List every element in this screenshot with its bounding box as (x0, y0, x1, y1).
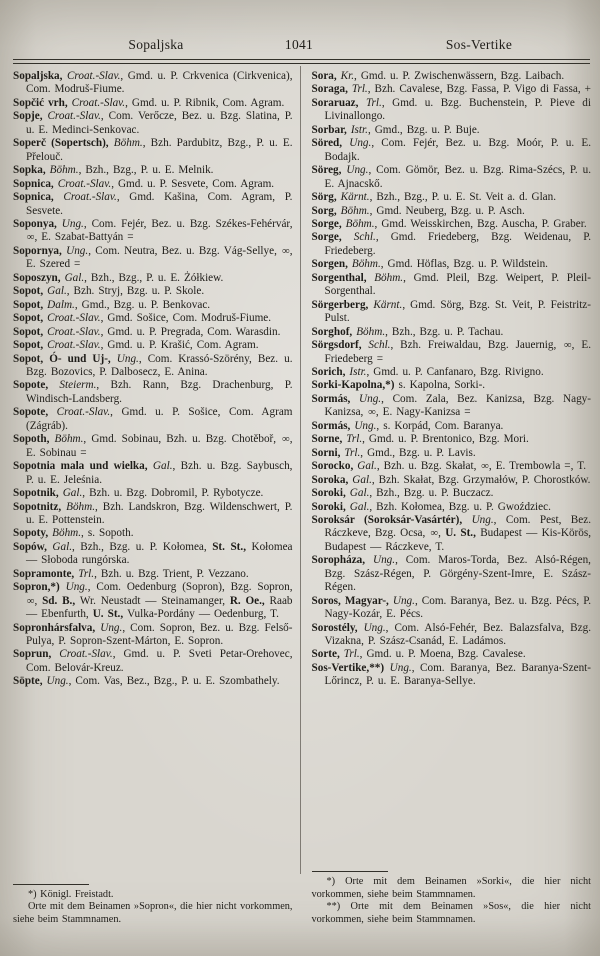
entry-text: , Gmd. u. P. Moena, Bzg. Cavalese. (359, 648, 526, 661)
entry-headword: Sopčić vrh, (13, 96, 72, 109)
entry-headword: Soroki, (311, 487, 350, 500)
entry-region: Ung. (116, 352, 139, 365)
entry-text: , Gmd. Neuberg, Bzg. u. P. Asch. (369, 204, 525, 217)
entry-region: Croat.-Slav. (47, 339, 101, 352)
entry-region: Gal. (357, 460, 377, 473)
gazetteer-entry (13, 622, 293, 649)
gazetteer-entry (312, 393, 592, 420)
entry-headword: Sopot, Ó- und Uj-, (13, 352, 117, 365)
entry-headword: Sorich, (311, 365, 350, 378)
gazetteer-entry (13, 339, 293, 352)
running-head (0, 37, 600, 55)
entry-headword: U. St., (445, 527, 481, 540)
entry-text: , Gmd. Pleil, Bzg. Weipert, P. Pleil-Sorgenthal. (324, 271, 591, 298)
entry-headword: Soropháza, (311, 554, 373, 567)
gazetteer-entry (312, 447, 592, 460)
entry-text: , Com. Gömör, Bez. u. Bzg. Rima-Szécs, P. u. E. Ajnacskő. (324, 164, 591, 190)
entry-headword: Sopot, (13, 312, 48, 325)
entry-text: , Gmd. u. P. Zwischenwässern, Bzg. Laibach. (354, 70, 565, 82)
gazetteer-entry (312, 272, 592, 299)
entry-headword: Sormás, (311, 419, 355, 432)
entry-region: Gal. (64, 271, 85, 284)
entry-region: Gal. (152, 460, 173, 473)
entry-text: , Bzh. u. Bzg. Trient, P. Vezzano. (94, 567, 249, 580)
gazetteer-entry (312, 124, 592, 137)
gazetteer-entry (312, 648, 592, 661)
gazetteer-entry (13, 245, 293, 272)
entry-text: , Gmd. Friedeberg, Bzg. Weidenau, P. Friedeberg. (324, 231, 591, 257)
entry-region: Trl. (351, 83, 368, 96)
gazetteer-entry (312, 514, 592, 554)
entry-headword: Sorki-Kapolna,*) (311, 379, 399, 392)
entry-text: , Gmd. u. P. Canfanaro, Bzg. Rivigno. (366, 365, 544, 378)
entry-headword: Sopotnik, (13, 487, 63, 500)
column-left-entries (13, 70, 293, 689)
entry-headword: Soros, Magyar-, (311, 594, 393, 607)
gazetteer-entry (312, 595, 592, 622)
entry-region: Böhm. (340, 204, 370, 217)
entry-text: , Gmd. Sošice, Com. Modruš-Fiume. (100, 312, 272, 325)
entry-region: Croat.-Slav. (66, 70, 121, 82)
gazetteer-entry (13, 218, 293, 245)
entry-region: Croat.-Slav. (47, 325, 101, 338)
gazetteer-entry (13, 70, 293, 97)
entry-region: Ung. (346, 164, 369, 177)
footnote: Orte mit dem Beinamen »Sopron«, die hier nicht vorkommen, siehe beim Stammnamen. (13, 901, 293, 925)
text-columns (13, 70, 591, 940)
entry-text: , Com. Krassó-Szörény, Bez. u. Bzg. Bozovics, P. Dalbosecz, E. Anina. (26, 352, 293, 378)
entry-headword: Sorge, (311, 217, 346, 230)
entry-headword: Sopnica, (13, 191, 64, 204)
entry-region: Ung. (373, 554, 396, 567)
entry-headword: Soprun, (13, 648, 60, 661)
entry-region: Gal. (62, 487, 83, 500)
entry-region: Böhm. (54, 433, 84, 446)
entry-region: Ung. (100, 621, 123, 634)
posthorn-icon: ∞ (282, 434, 289, 446)
column-right-footnote-block (312, 863, 592, 940)
entry-text: , Com. Oedenburg (Sopron), Bzg. Sopron, (87, 581, 293, 594)
gazetteer-entry (312, 339, 592, 366)
entry-text: , Com. Zala, Bez. Kanizsa, Bzg. Nagy-Kanizsa, (324, 392, 591, 419)
entry-headword: Sorni, (311, 446, 345, 459)
entry-headword: St. St., (212, 540, 252, 553)
gazetteer-entry (13, 501, 293, 528)
entry-headword: Sorne, (311, 433, 347, 446)
entry-region: Böhm. (66, 500, 96, 513)
entry-headword: Sörgerberg, (311, 298, 374, 311)
posthorn-icon: ∞ (368, 407, 375, 419)
entry-text: , (34, 594, 43, 607)
gazetteer-entry (312, 326, 592, 339)
gazetteer-entry (312, 662, 592, 689)
gazetteer-entry (13, 581, 293, 621)
entry-text: Raab — Ebenfurth, (26, 594, 293, 621)
gazetteer-entry (13, 97, 293, 110)
entry-region: Ung. (66, 244, 89, 257)
entry-headword: Sopot, (13, 339, 48, 352)
gazetteer-entry (312, 218, 592, 231)
entry-headword: Sopka, (13, 164, 50, 177)
entry-region: Gal. (349, 487, 370, 500)
entry-text: , Bzh., Bzg., P. u. E. Żółkiew. (84, 271, 224, 284)
gazetteer-entry (13, 460, 293, 487)
entry-text: , Gmd. u. P. Crkvenica (Cirkvenica), Com. Modruš-Fiume. (26, 70, 293, 96)
entry-text: , Com. Vas, Bez., Bzg., P. u. E. Szombathely. (68, 675, 280, 688)
entry-region: Kr. (340, 70, 355, 82)
entry-headword: Sopot, (13, 285, 48, 298)
entry-text: , E. Szabat-Battyán = (34, 231, 134, 244)
entry-text: , Gmd. u. P. Ribnik, Com. Agram. (125, 96, 285, 109)
gazetteer-entry (13, 285, 293, 298)
gazetteer-entry (312, 379, 592, 392)
entry-region: Croat.-Slav. (63, 191, 117, 204)
entry-text: , Bzh. u. Bzg. Skałat, (376, 460, 481, 473)
entry-region: Kärnt. (340, 191, 370, 204)
entry-region: Ung. (65, 581, 88, 594)
gazetteer-entry (13, 110, 293, 137)
gazetteer-entry (312, 299, 592, 326)
entry-text: , Bzh. Rann, Bzg. Drachenburg, P. Windisch-Landsberg. (26, 379, 293, 405)
gazetteer-entry (312, 137, 592, 164)
entry-text: , s. Sopoth. (81, 527, 134, 540)
gazetteer-entry (13, 568, 293, 581)
entry-region: Istr. (350, 123, 368, 136)
entry-headword: Sopote, (13, 406, 57, 419)
entry-headword: Soroki, (311, 500, 350, 513)
entry-region: Trl. (343, 648, 360, 661)
entry-text: , Bzh. Cavalese, Bzg. Fassa, P. Vigo di Fassa, + (367, 83, 591, 96)
entry-headword: Sopramonte, (13, 567, 79, 580)
entry-headword: Sorocko, (311, 460, 358, 473)
entry-headword: R. Oe., (229, 594, 270, 607)
entry-region: Ung. (61, 217, 84, 230)
entry-region: Böhm. (113, 137, 143, 150)
gazetteer-entry (312, 474, 592, 487)
entry-text: , E. Szered = (26, 244, 293, 271)
entry-region: Gal. (47, 285, 67, 298)
entry-region: Croat.-Slav. (56, 406, 111, 419)
gazetteer-entry (13, 527, 293, 540)
gazetteer-entry (13, 487, 293, 500)
gazetteer-entry (13, 191, 293, 218)
gazetteer-entry (312, 554, 592, 594)
entry-region: Trl. (346, 433, 363, 446)
entry-region: Ung. (354, 419, 377, 432)
gazetteer-entry (13, 433, 293, 460)
entry-text: , Gmd. Höflas, Bzg. u. P. Wildstein. (380, 258, 548, 271)
entry-headword: Sörg, (311, 191, 341, 204)
gazetteer-entry (13, 164, 293, 177)
entry-text: , E. Nagy-Kanizsa = (375, 406, 471, 419)
entry-text: , Com. Neutra, Bez. u. Bzg. Vág-Sellye, (88, 244, 282, 257)
gazetteer-entry (312, 205, 592, 218)
entry-headword: Sopotnia mala und wielka, (13, 460, 153, 473)
entry-headword: Soposzyn, (13, 271, 65, 284)
footnote: *) Orte mit dem Beinamen »Sorki«, die hier nicht vorkommen, siehe beim Stammnamen. (311, 876, 591, 900)
column-left-footnote-block (13, 876, 293, 940)
entry-headword: Soponya, (13, 217, 62, 230)
gazetteer-entry (312, 420, 592, 433)
entry-text: , Com. Fejér, Bez. u. Bzg. Székes-Fehérvár, (83, 217, 293, 230)
gazetteer-entry (312, 501, 592, 514)
entry-region: Ung. (389, 661, 412, 674)
gazetteer-entry (13, 353, 293, 380)
entry-text: , Gmd., Bzg. u. P. Lavis. (360, 446, 476, 459)
posthorn-icon: ∞ (564, 340, 571, 352)
entry-headword: Sorghof, (311, 325, 357, 338)
page-number: 1041 (284, 37, 314, 52)
entry-text: , Gmd. u. Bzg. Buchenstein, P. Pieve di Livinallongo. (324, 96, 591, 123)
entry-headword: Soroksár (Soroksár-Vasártér), (311, 513, 472, 526)
posthorn-icon: ∞ (282, 245, 289, 257)
entry-headword: Sopje, (13, 110, 48, 123)
entry-headword: Sopoth, (13, 433, 55, 446)
entry-region: Ung. (359, 392, 382, 405)
entry-region: Ung. (349, 137, 372, 150)
entry-headword: Sorgenthal, (311, 271, 375, 284)
gazetteer-entry (312, 191, 592, 204)
entry-text: , Bzh., Bzg., P. u. E. St. Veit a. d. Glan. (369, 191, 557, 204)
entry-text: , Com. Verőcze, Bez. u. Bzg. Slatina, P. u. E. Medinci-Senkovac. (26, 110, 293, 136)
posthorn-icon: ∞ (430, 528, 438, 540)
entry-region: Trl. (344, 446, 361, 459)
gazetteer-entry (13, 137, 293, 164)
entry-headword: Soraruaz, (311, 96, 366, 109)
entry-region: Schl. (368, 339, 391, 352)
entry-text: , Gmd. u. P. Sesvete, Com. Agram. (111, 177, 275, 190)
entry-headword: Söreg, (311, 164, 347, 177)
entry-text: Vulka-Pordány — Oedenburg, T. (127, 608, 279, 621)
gazetteer-entry (312, 231, 592, 258)
gazetteer-entry (13, 675, 293, 688)
posthorn-icon: ∞ (27, 232, 34, 244)
entry-text: , s. Korpád, Com. Baranya. (376, 419, 504, 432)
entry-headword: Sopoty, (13, 527, 53, 540)
gazetteer-entry (13, 541, 293, 568)
gazetteer-entry (13, 299, 293, 312)
entry-text: , Bzh. Kołomea, Bzg. u. P. Gwoździec. (369, 500, 551, 513)
entry-region: Gal. (52, 540, 72, 553)
running-head-left-word: Sopaljska (128, 37, 184, 52)
entry-text: , E. Trembowla =, T. (488, 460, 586, 473)
entry-region: Böhm. (356, 325, 386, 338)
gazetteer-entry (312, 258, 592, 271)
entry-headword: U. St., (92, 608, 128, 621)
gazetteer-entry (13, 406, 293, 433)
footnote-rule-right (312, 871, 388, 872)
entry-text: , Gmd. Sobinau, Bzh. u. Bzg. Chotěboř, (83, 433, 282, 446)
entry-region: Ung. (363, 621, 386, 634)
gazetteer-entry (13, 178, 293, 191)
entry-region: Trl. (365, 96, 382, 109)
entry-text: , Gmd. Kašina, Com. Agram, P. Sesvete. (26, 191, 293, 217)
gazetteer-entry (13, 326, 293, 339)
entry-headword: Sorostély, (311, 621, 364, 634)
footnote: **) Orte mit dem Beinamen »Sos«, die hier nicht vorkommen, siehe beim Stammnamen. (311, 901, 591, 925)
entry-text: , Bzh. Freiwaldau, Bzg. Jauernig, (390, 339, 564, 352)
entry-text: , Com. Alsó-Fehér, Bez. Balazsfalva, Bzg. Vizakna, P. Szász-Csanád, E. Ladámos. (324, 621, 591, 648)
entry-headword: Sorbar, (311, 123, 351, 136)
entry-headword: Sd. B., (42, 594, 80, 607)
gazetteer-entry (13, 272, 293, 285)
gazetteer-entry (312, 83, 592, 96)
gazetteer-entry (312, 164, 592, 191)
entry-region: Croat.-Slav. (47, 110, 101, 123)
entry-text: , Gmd. u. P. Krašić, Com. Agram. (100, 339, 259, 352)
entry-region: Croat.-Slav. (59, 648, 113, 661)
entry-headword: Sopornya, (13, 244, 67, 257)
entry-text: , Com. Maros-Torda, Bez. Alsó-Régen, Bzg. Szász-Régen, P. Görgény-Szent-Imre, E. Szász-Régen. (324, 554, 591, 594)
entry-region: Böhm. (374, 271, 404, 284)
entry-text: , Com. Baranya, Bez. u. Bzg. Pécs, P. Nagy-Kozár, E. Pécs. (324, 594, 591, 621)
entry-region: Böhm. (351, 258, 381, 271)
footnote: *) Königl. Freistadt. (28, 888, 114, 900)
column-left (13, 70, 302, 940)
entry-text: Budapest — Kis-Körös, Budapest — Ráczkeve, T. (324, 527, 591, 553)
gazetteer-entry (13, 648, 293, 675)
gazetteer-entry (13, 312, 293, 325)
entry-headword: Sora, (311, 70, 341, 82)
entry-headword: Sorgen, (311, 258, 352, 271)
entry-headword: Soperč (Sopertsch), (13, 137, 114, 150)
entry-text: , Bzh. Pardubitz, Bzg., P. u. E. Přelouč. (26, 137, 293, 163)
entry-text: , Gmd. Weisskirchen, Bzg. Auscha, P. Graber. (374, 217, 587, 230)
entry-text: , Bzh., Bzg., P. u. E. Melnik. (78, 164, 214, 177)
entry-headword: Sopaljska, (13, 70, 67, 82)
entry-text: s. Kapolna, Sorki-. (398, 379, 486, 392)
entry-headword: Sopot, (13, 325, 48, 338)
column-right-footnotes (312, 876, 592, 926)
entry-text: , Bzh. Skałat, Bzg. Grzymałów, P. Chorostków. (371, 473, 591, 486)
gazetteer-entry (13, 379, 293, 406)
entry-headword: Sopron,*) (13, 581, 66, 594)
entry-region: Ung. (471, 513, 494, 526)
entry-text: , Com. Fejér, Bez. u. Bzg. Moór, P. u. E. Bodajk. (324, 137, 591, 163)
entry-headword: Söpte, (13, 675, 47, 688)
entry-region: Ung. (46, 675, 69, 688)
column-right (302, 70, 592, 940)
entry-region: Trl. (78, 567, 95, 580)
entry-text: , Bzh., Bzg. u. P. Tachau. (385, 325, 504, 338)
entry-text: , Bzh. Landskron, Bzg. Wildenschwert, P. u. E. Pottenstein. (26, 500, 293, 526)
entry-text: , Bzh., Bzg. u. P. Buczacz. (369, 487, 494, 500)
posthorn-icon: ∞ (481, 461, 488, 473)
entry-text: , Gmd. u. P. Pregrada, Com. Warasdin. (100, 325, 281, 338)
entry-text: , Gmd., Bzg. u. P. Buje. (367, 123, 480, 136)
entry-text: , (438, 527, 446, 540)
entry-headword: Sopów, (13, 540, 53, 553)
entry-region: Gal. (352, 473, 372, 486)
entry-region: Istr. (349, 365, 367, 378)
entry-headword: Sopnica, (13, 177, 58, 190)
entry-text: , Gmd. u. P. Brentonico, Bzg. Mori. (362, 433, 529, 446)
gazetteer-entry (312, 487, 592, 500)
entry-region: Dalm. (47, 298, 75, 311)
entry-region: Gal. (349, 500, 370, 513)
footnote-rule-left (13, 884, 89, 885)
header-rule (13, 59, 590, 64)
entry-headword: Sormás, (311, 392, 360, 405)
entry-text: , Bzh. Stryj, Bzg. u. P. Skole. (66, 285, 205, 298)
gazetteer-entry (312, 366, 592, 379)
entry-region: Croat.-Slav. (71, 96, 126, 109)
entry-headword: Sos-Vertike,**) (311, 661, 390, 674)
entry-text: , Bzh. u. Bzg. Saybusch, P. u. E. Jeleśnia. (26, 460, 293, 486)
entry-region: Ung. (392, 594, 415, 607)
entry-region: Schl. (353, 231, 376, 244)
gazetteer-entry (312, 622, 592, 649)
entry-text: , Gmd. Sörg, Bzg. St. Veit, P. Feistritz-Pulst. (324, 298, 591, 325)
entry-headword: Sopot, (13, 298, 48, 311)
entry-headword: Söred, (311, 137, 350, 150)
gazetteer-entry (312, 70, 592, 83)
entry-headword: Sorte, (311, 648, 344, 661)
entry-region: Croat.-Slav. (57, 177, 112, 190)
entry-text: , Gmd. u. P. Sošice, Com. Agram (Zágráb). (26, 406, 293, 432)
entry-text: Wr. Neustadt — Steinamanger, (79, 594, 230, 607)
entry-headword: Sörgsdorf, (311, 339, 369, 352)
entry-text: , Com. Baranya, Bez. Baranya-Szent-Lőrincz, P. u. E. Baranya-Sellye. (324, 661, 591, 688)
gazetteer-entry (312, 97, 592, 124)
entry-text: , Bzh., Bzg. u. P. Kołomea, (71, 540, 213, 553)
entry-region: Böhm. (52, 527, 82, 540)
entry-headword: Sopotnitz, (13, 500, 67, 513)
entry-text: , E. Friedeberg = (324, 339, 591, 365)
entry-text: , Bzh. u. Bzg. Dobromil, P. Rybotycze. (82, 487, 264, 500)
entry-headword: Soroka, (311, 473, 353, 486)
entry-region: Kärnt. (373, 298, 403, 311)
entry-headword: Soraga, (311, 83, 352, 96)
entry-headword: Sopote, (13, 379, 60, 392)
posthorn-icon: ∞ (27, 595, 34, 607)
running-head-right-word: Sos-Vertike (445, 37, 513, 52)
entry-text: , Com. Sopron, Bez. u. Bzg. Felső-Pulya, P. Sopron-Szent-Márton, E. Sopron. (26, 621, 293, 648)
entry-region: Böhm. (49, 164, 79, 177)
gazetteer-entry (312, 460, 592, 473)
entry-headword: Sopronhársfalva, (13, 621, 101, 634)
entry-text: , Gmd. u. P. Sveti Petar-Orehovec, Com. Belovár-Kreuz. (26, 648, 293, 674)
entry-text: , Gmd., Bzg. u. P. Benkovac. (74, 298, 211, 311)
entry-text: Kołomea — Słoboda rungórska. (26, 540, 293, 567)
entry-region: Croat.-Slav. (47, 312, 101, 325)
entry-text: , E. Sobinau = (26, 433, 293, 459)
entry-text: , Com. Pest, Bez. Ráczkeve, Bzg. Ocsa, (324, 513, 591, 540)
gazetteer-entry (312, 433, 592, 446)
column-left-footnotes (13, 889, 293, 926)
entry-headword: Sorge, (311, 231, 354, 244)
entry-headword: Sorg, (311, 204, 341, 217)
entry-region: Böhm. (345, 217, 375, 230)
column-right-entries (312, 70, 592, 689)
entry-region: Steierm. (59, 379, 97, 392)
